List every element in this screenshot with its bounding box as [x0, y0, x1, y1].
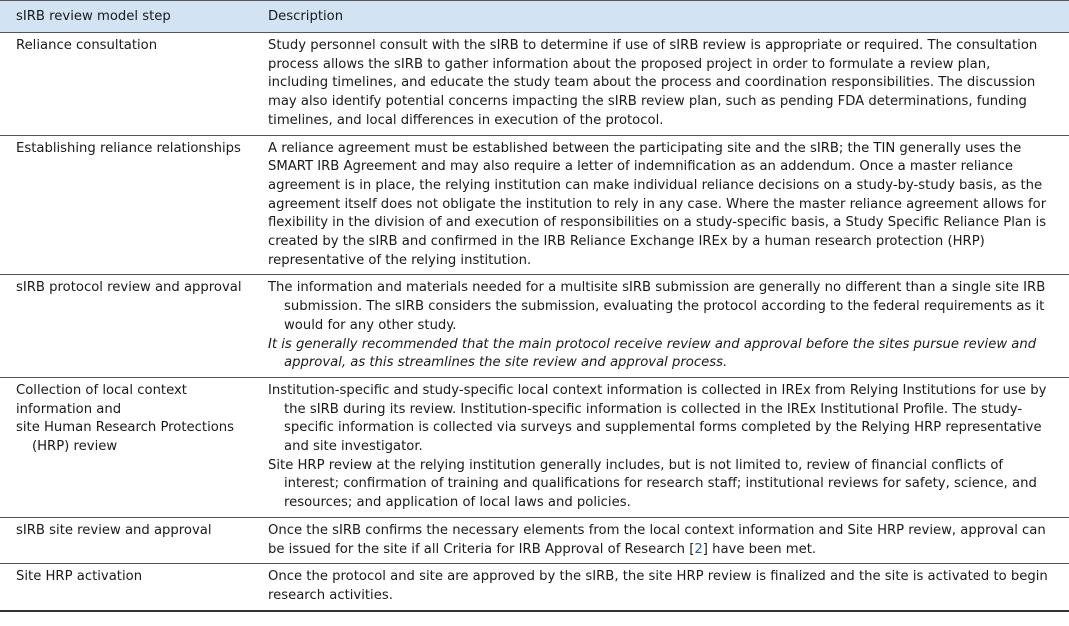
column-header-step: sIRB review model step [0, 1, 251, 33]
table-row [0, 377, 1069, 517]
description-cell [251, 135, 1069, 275]
description-text: Once the protocol and site are approved by the sIRB, the site HRP review is finalized and the site is activated to begin research activities. [268, 569, 1048, 603]
description-note: It is generally recommended that the main protocol receive review and approval before the sites pursue review and approval, as this streamlines the site review and approval process. [268, 336, 1037, 371]
description-text-continued: Site HRP review at the relying institution generally includes, but is not limited to, review of financial conflicts of interest; confirmation of training and qualifications for research staff; institutional reviews for safety, science, and resources; and application of local laws and policies. [268, 457, 1037, 511]
table-row [0, 517, 1069, 563]
step-cell [0, 33, 251, 136]
description-text: Study personnel consult with the sIRB to determine if use of sIRB review is appropriate or required. The consultation process allows the sIRB to gather information about the proposed project in order to formulate a review plan, including timelines, and educate the study team about the process and coordination responsibilities. The discussion may also identify potential concerns impacting the sIRB review plan, such as pending FDA determinations, funding timelines, and local differences in execution of the protocol. [268, 38, 1038, 128]
step-cell [0, 377, 251, 517]
description-text-end: ] have been met. [702, 541, 817, 557]
description-cell [251, 517, 1069, 563]
description-text [268, 522, 1053, 559]
reference-link[interactable]: 2 [694, 541, 703, 557]
step-cell [0, 275, 251, 378]
step-label: Establishing reliance relationships [16, 140, 241, 156]
description-cell [251, 564, 1069, 611]
description-cell [251, 275, 1069, 378]
step-label: Site HRP activation [16, 569, 143, 585]
table-row [0, 135, 1069, 275]
step-cell [0, 564, 251, 611]
step-cell [0, 135, 251, 275]
step-label: sIRB site review and approval [16, 522, 212, 538]
table-row [0, 275, 1069, 378]
step-cell [0, 517, 251, 563]
step-label-continued: site Human Research Protections (HRP) review [16, 420, 235, 455]
step-label: sIRB protocol review and approval [16, 280, 242, 296]
step-label: Collection of local context information and [16, 382, 187, 417]
description-text: Institution-specific and study-specific local context information is collected in IREx from Relying Institutions for use by the sIRB during its review. Institution-specific information is collected in the IREx Institutional Profile. The study-specific information is collected via surveys and supplemental forms completed by the Relying HRP representative and site investigator. [268, 382, 1047, 455]
description-cell [251, 33, 1069, 136]
description-text: A reliance agreement must be established between the participating site and the sIRB; the TIN generally uses the SMART IRB Agreement and may also require a letter of indemnification as an addendum. Once a master reliance agreement is in place, the relying institution can make individual reliance decisions on a study-by-study basis, as the agreement itself does not obligate the institution to rely in any case. Where the master reliance agreement allows for flexibility in the division of and execution of responsibilities on a study-specific basis, a Study Specific Reliance Plan is created by the sIRB and confirmed in the IRB Reliance Exchange IREx by a human research protection (HRP) representative of the relying institution. [268, 140, 1047, 268]
step-label: Reliance consultation [16, 38, 158, 53]
table-row [0, 564, 1069, 611]
description-text-start: Once the sIRB confirms the necessary elements from the local context information and Site HRP review, approval can be issued for the site if all Criteria for IRB Approval of Research [ [268, 522, 1046, 557]
table-row [0, 33, 1069, 136]
description-cell [251, 377, 1069, 517]
description-text: The information and materials needed for a multisite sIRB submission are generally no different than a single site IRB submission. The sIRB considers the submission, evaluating the protocol according to the federal requirements as it would for any other study. [268, 280, 1046, 333]
table-header-row [0, 1, 1069, 33]
column-header-description: Description [251, 1, 1069, 33]
